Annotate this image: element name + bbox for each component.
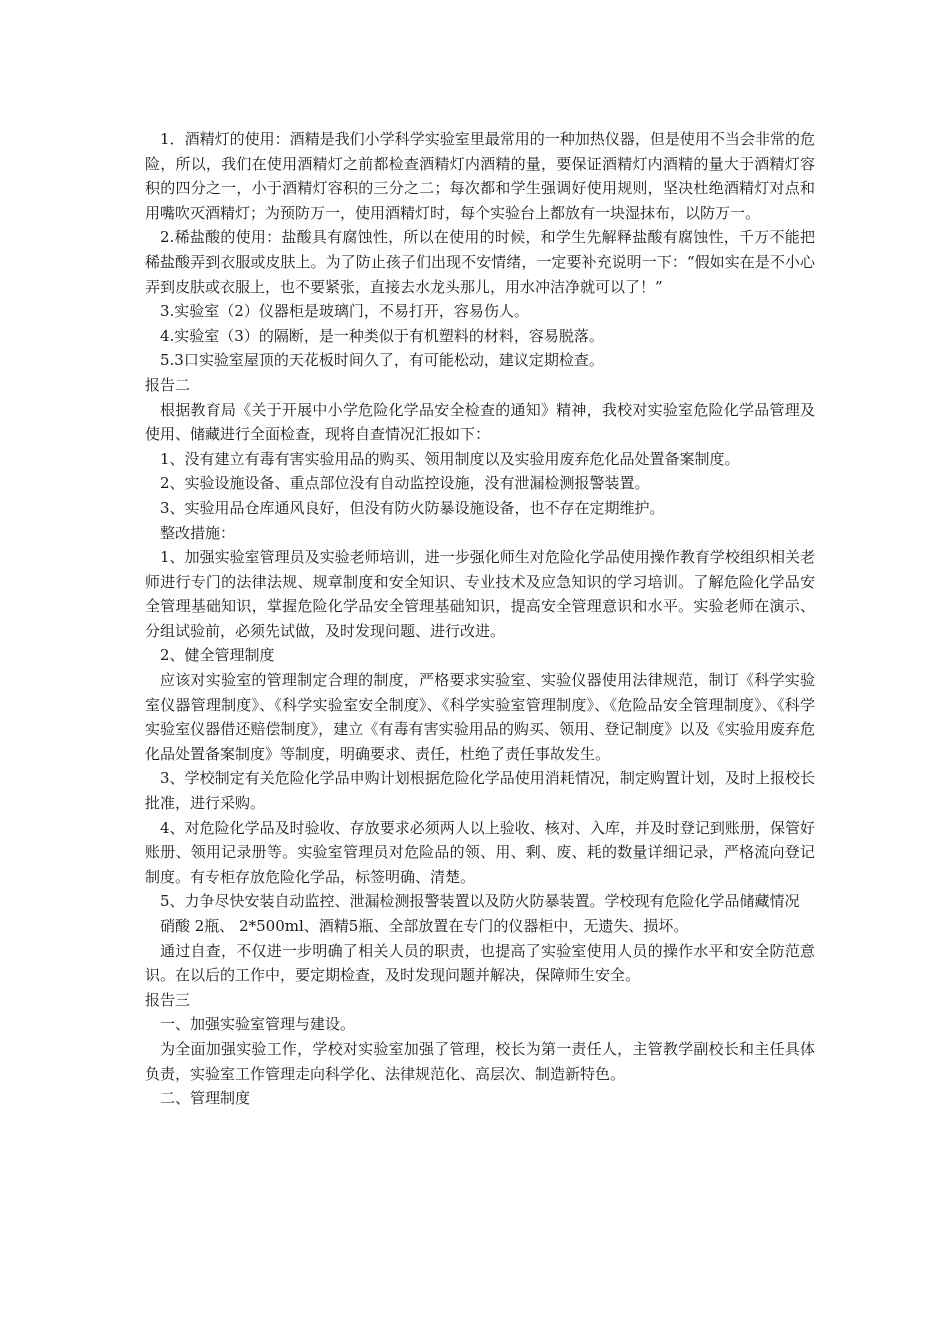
paragraph-measure-2-title: 2、健全管理制度 [160, 646, 275, 665]
paragraph-issue-1: 1、没有建立有毒有害实验用品的购买、领用制度以及实验用废弃危化品处置备案制度。 [160, 449, 740, 468]
paragraph-measure-4: 4、对危险化学品及时验收、存放要求必须两人以上验收、核对、入库，并及时登记到账册，保管好账册、领用记录册等。实验室管理员对危险品的领、用、剩、废、耗的数量详细记录，严格流向登记制度。有专柜存放危险化学品，标签明确、清楚。 [145, 818, 815, 886]
paragraph-hydrochloric-acid: 2.稀盐酸的使用：盐酸具有腐蚀性，所以在使用的时候，和学生先解释盐酸有腐蚀性，千万不能把稀盐酸弄到衣服或皮肤上。为了防止孩子们出现不安情绪，一定要补充说明一下：“假如实在是不小心弄到皮肤或衣服上，也不要紧张，直接去水龙头那儿，用水冲洁净就可以了！” [145, 228, 815, 296]
paragraph-measure-3: 3、学校制定有关危险化学品申购计划根据危险化学品使用消耗情况，制定购置计划，及时上报校长批准，进行采购。 [145, 769, 815, 813]
paragraph-alcohol-lamp: 1．酒精灯的使用：酒精是我们小学科学实验室里最常用的一种加热仪器，但是使用不当会非常的危险，所以，我们在使用酒精灯之前都检查酒精灯内酒精的量，要保证酒精灯内酒精的量大于酒精灯容积的四分之一，小于酒精灯容积的三分之二；每次都和学生强调好使用规则，坚决杜绝酒精灯对点和用嘴吹灭酒精灯；为预防万一，使用酒精灯时，每个实验台上都放有一块湿抹布，以防万一。 [145, 130, 815, 222]
paragraph-report3-item-1: 一、加强实验室管理与建设。 [160, 1015, 356, 1034]
paragraph-conclusion: 通过自查，不仅进一步明确了相关人员的职责，也提高了实验室使用人员的操作水平和安全防范意识。在以后的工作中，要定期检查，及时发现问题并解决，保障师生安全。 [145, 941, 815, 985]
paragraph-report3-item-2: 二、管理制度 [160, 1089, 251, 1108]
section-heading-report-2: 报告二 [145, 375, 191, 394]
paragraph-ceiling: 5.3口实验室屋顶的天花板时间久了，有可能松动，建议定期检查。 [160, 351, 604, 370]
paragraph-measure-1: 1、加强实验室管理员及实验老师培训，进一步强化师生对危险化学品使用操作教育学校组织相关老师进行专门的法律法规、规章制度和安全知识、专业技术及应急知识的学习培训。了解危险化学品安全管理基础知识，掌握危险化学品安全管理基础知识，提高安全管理意识和水平。实验老师在演示、分组试验前，必须先试做，及时发现问题、进行改进。 [145, 548, 815, 640]
paragraph-measure-5: 5、力争尽快安装自动监控、泄漏检测报警装置以及防火防暴装置。学校现有危险化学品储藏情况 [160, 892, 800, 911]
paragraph-issue-3: 3、实验用品仓库通风良好，但没有防火防暴设施设备，也不存在定期维护。 [160, 498, 665, 517]
paragraph-measure-2-body: 应该对实验室的管理制定合理的制度，严格要求实验室、实验仪器使用法律规范，制订《科学实验室仪器管理制度》、《科学实验室安全制度》、《科学实验室管理制度》、《危险品安全管理制度》、《科学实验室仪器借还赔偿制度》，建立《有毒有害实验用品的购买、领用、登记制度》以及《实验用废弃危化品处置备案制度》等制度，明确要求、责任，杜绝了责任事故发生。 [145, 671, 815, 763]
paragraph-measures-title: 整改措施： [160, 523, 236, 542]
paragraph-issue-2: 2、实验设施设备、重点部位没有自动监控设施，没有泄漏检测报警装置。 [160, 474, 650, 493]
document-body [145, 127, 815, 1111]
paragraph-lab2-cabinet: 3.实验室（2）仪器柜是玻璃门，不易打开，容易伤人。 [160, 302, 529, 321]
paragraph-report3-body: 为全面加强实验工作，学校对实验室加强了管理，校长为第一责任人，主管教学副校长和主任具体负责，实验室工作管理走向科学化、法律规范化、高层次、制造新特色。 [145, 1039, 815, 1083]
paragraph-report2-intro: 根据教育局《关于开展中小学危险化学品安全检查的通知》精神，我校对实验室危险化学品管理及使用、储藏进行全面检查，现将自查情况汇报如下： [145, 400, 815, 444]
paragraph-lab3-partition: 4.实验室（3）的隔断，是一种类似于有机塑料的材料，容易脱落。 [160, 326, 604, 345]
paragraph-inventory: 硝酸 2瓶、 2*500ml、酒精5瓶、全部放置在专门的仪器柜中，无遗失、损坏。 [160, 917, 689, 935]
section-heading-report-3: 报告三 [145, 990, 191, 1009]
